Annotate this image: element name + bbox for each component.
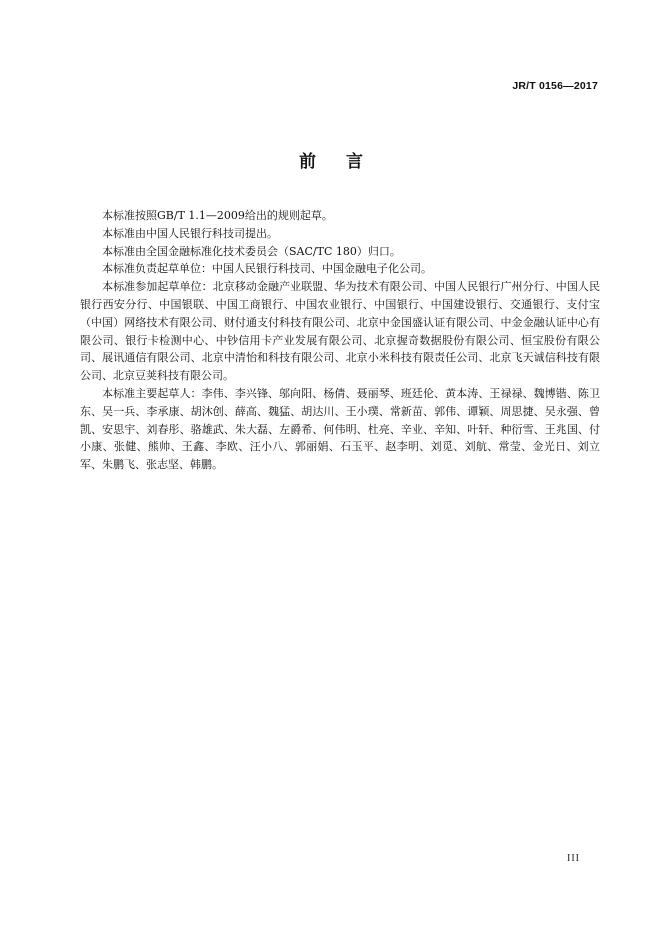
foreword-body xyxy=(80,207,600,474)
paragraph-proposer: 本标准由中国人民银行科技司提出。 xyxy=(102,226,278,240)
paragraph-committee: 本标准由全国金融标准化技术委员会（SAC/TC 180）归口。 xyxy=(102,244,401,258)
paragraph-drafting-rules: 本标准按照GB/T 1.1—2009给出的规则起草。 xyxy=(102,209,333,222)
page-title: 前言 xyxy=(299,152,393,172)
standard-code: JR/T 0156—2017 xyxy=(512,80,598,92)
page-number: III xyxy=(567,853,580,864)
paragraph-responsible-units: 本标准负责起草单位：中国人民银行科技司、中国金融电子化公司。 xyxy=(102,262,432,276)
paragraph-participating-units: 本标准参加起草单位：北京移动金融产业联盟、华为技术有限公司、中国人民银行广州分行、中国人民银行西安分行、中国银联、中国工商银行、中国农业银行、中国银行、中国建设银行、交通银行、支付宝（中国）网络技术有限公司、财付通支付科技有限公司、北京中金国盛认证有限公司、中金金融认证中心有限公司、银行卡检测中心、中钞信用卡产业发展有限公司、北京握奇数据股份有限公司、恒宝股份有限公司、展讯通信有限公司、北京中清怡和科技有限公司、北京小米科技有限责任公司、北京飞天诚信科技有限公司、北京豆荚科技有限公司。 xyxy=(80,280,600,383)
paragraph-main-drafters: 本标准主要起草人：李伟、李兴锋、邬向阳、杨倩、聂丽琴、班廷伦、黄本涛、王禄禄、魏博锴、陈卫东、吴一兵、李承康、胡沐创、薛高、魏猛、胡达川、王小璞、常新苗、郭伟、谭颖、周思捷、吴永强、曾凯、安思宇、刘春彤、骆雄武、朱大磊、左爵希、何伟明、杜亮、辛业、辛知、叶轩、种衍雪、王兆国、付小康、张健、熊帅、王鑫、李欧、汪小八、郭丽娟、石玉平、赵李明、刘觅、刘航、常莹、金光日、刘立军、朱鹏飞、张志坚、韩鹏。 xyxy=(80,386,600,472)
